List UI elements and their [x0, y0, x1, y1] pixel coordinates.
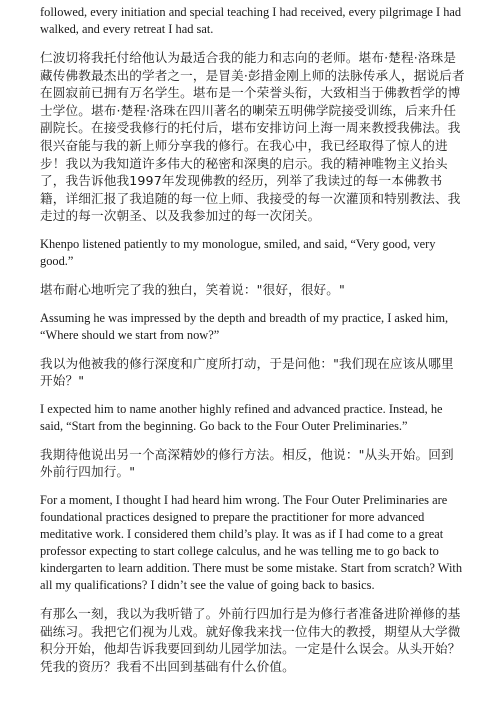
- paragraph-en: followed, every initiation and special teaching I had received, every pilgrimage I had walked, and every retreat I had sat.: [40, 5, 462, 36]
- paragraph-en: Assuming he was impressed by the depth and breadth of my practice, I asked him, “Where should we start from now?”: [40, 310, 449, 342]
- paragraph-zh: 仁波切将我托付给他认为最适合我的能力和志向的老师。堪布·楚程·洛珠是藏传佛教最杰出的学者之一，是冒美·彭措金刚上师的法脉传承人，据说后者在圆寂前已拥有万名学生。堪布是一个荣誉头衔，大致相当于佛教哲学的博士学位。堪布·楚程·洛珠在四川著名的喇荣五明佛学院接受训练，后来升任副院长。在接受我修行的托付后，堪布安排访问上海一周来教授我佛法。我很兴奋能与我的新上师分享我的修行。在我心中，我已经取得了惊人的进步！我以为我知道许多伟大的秘密和深奥的启示。我的精神唯物主义抬头了，我告诉他我1997年发现佛教的经历，列举了我读过的每一本佛教书籍，详细汇报了我追随的每一位上师、我接受的每一次灌顶和特别教法、我走过的每一次朝圣、以及我参加过的每一次闭关。: [40, 50, 465, 224]
- paragraph-zh: 我期待他说出另一个高深精妙的修行方法。相反，他说："从头开始。回到外前行四加行。": [40, 446, 454, 480]
- paragraph-en: For a moment, I thought I had heard him wrong. The Four Outer Preliminaries are foundational practices designed to prepare the practitioner for more advanced meditative work. I considered them child’s play. It was as if I had come to a great professor expecting to start college calculus, and he was telling me to go back to kindergarten to learn addition. There must be some mistake. Start from scratch? With all my qualifications? I didn’t see the value of going back to basics.: [40, 492, 463, 592]
- paragraph-zh: 堪布耐心地听完了我的独白，笑着说："很好，很好。": [40, 281, 345, 297]
- document-page: [40, 4, 465, 686]
- paragraph-en: Khenpo listened patiently to my monologue, smiled, and said, “Very good, very good.”: [40, 236, 436, 268]
- paragraph-en: I expected him to name another highly refined and advanced practice. Instead, he said, “Start from the beginning. Go back to the Four Outer Preliminaries.”: [40, 401, 443, 433]
- paragraph-zh: 我以为他被我的修行深度和广度所打动，于是问他："我们现在应该从哪里开始？": [40, 355, 454, 389]
- paragraph-zh: 有那么一刻，我以为我听错了。外前行四加行是为修行者准备进阶禅修的基础练习。我把它们视为儿戏。就好像我来找一位伟大的教授，期望从大学微积分开始，他却告诉我要回到幼儿园学加法。一定是什么误会。从头开始？凭我的资历？我看不出回到基础有什么价值。: [40, 605, 461, 674]
